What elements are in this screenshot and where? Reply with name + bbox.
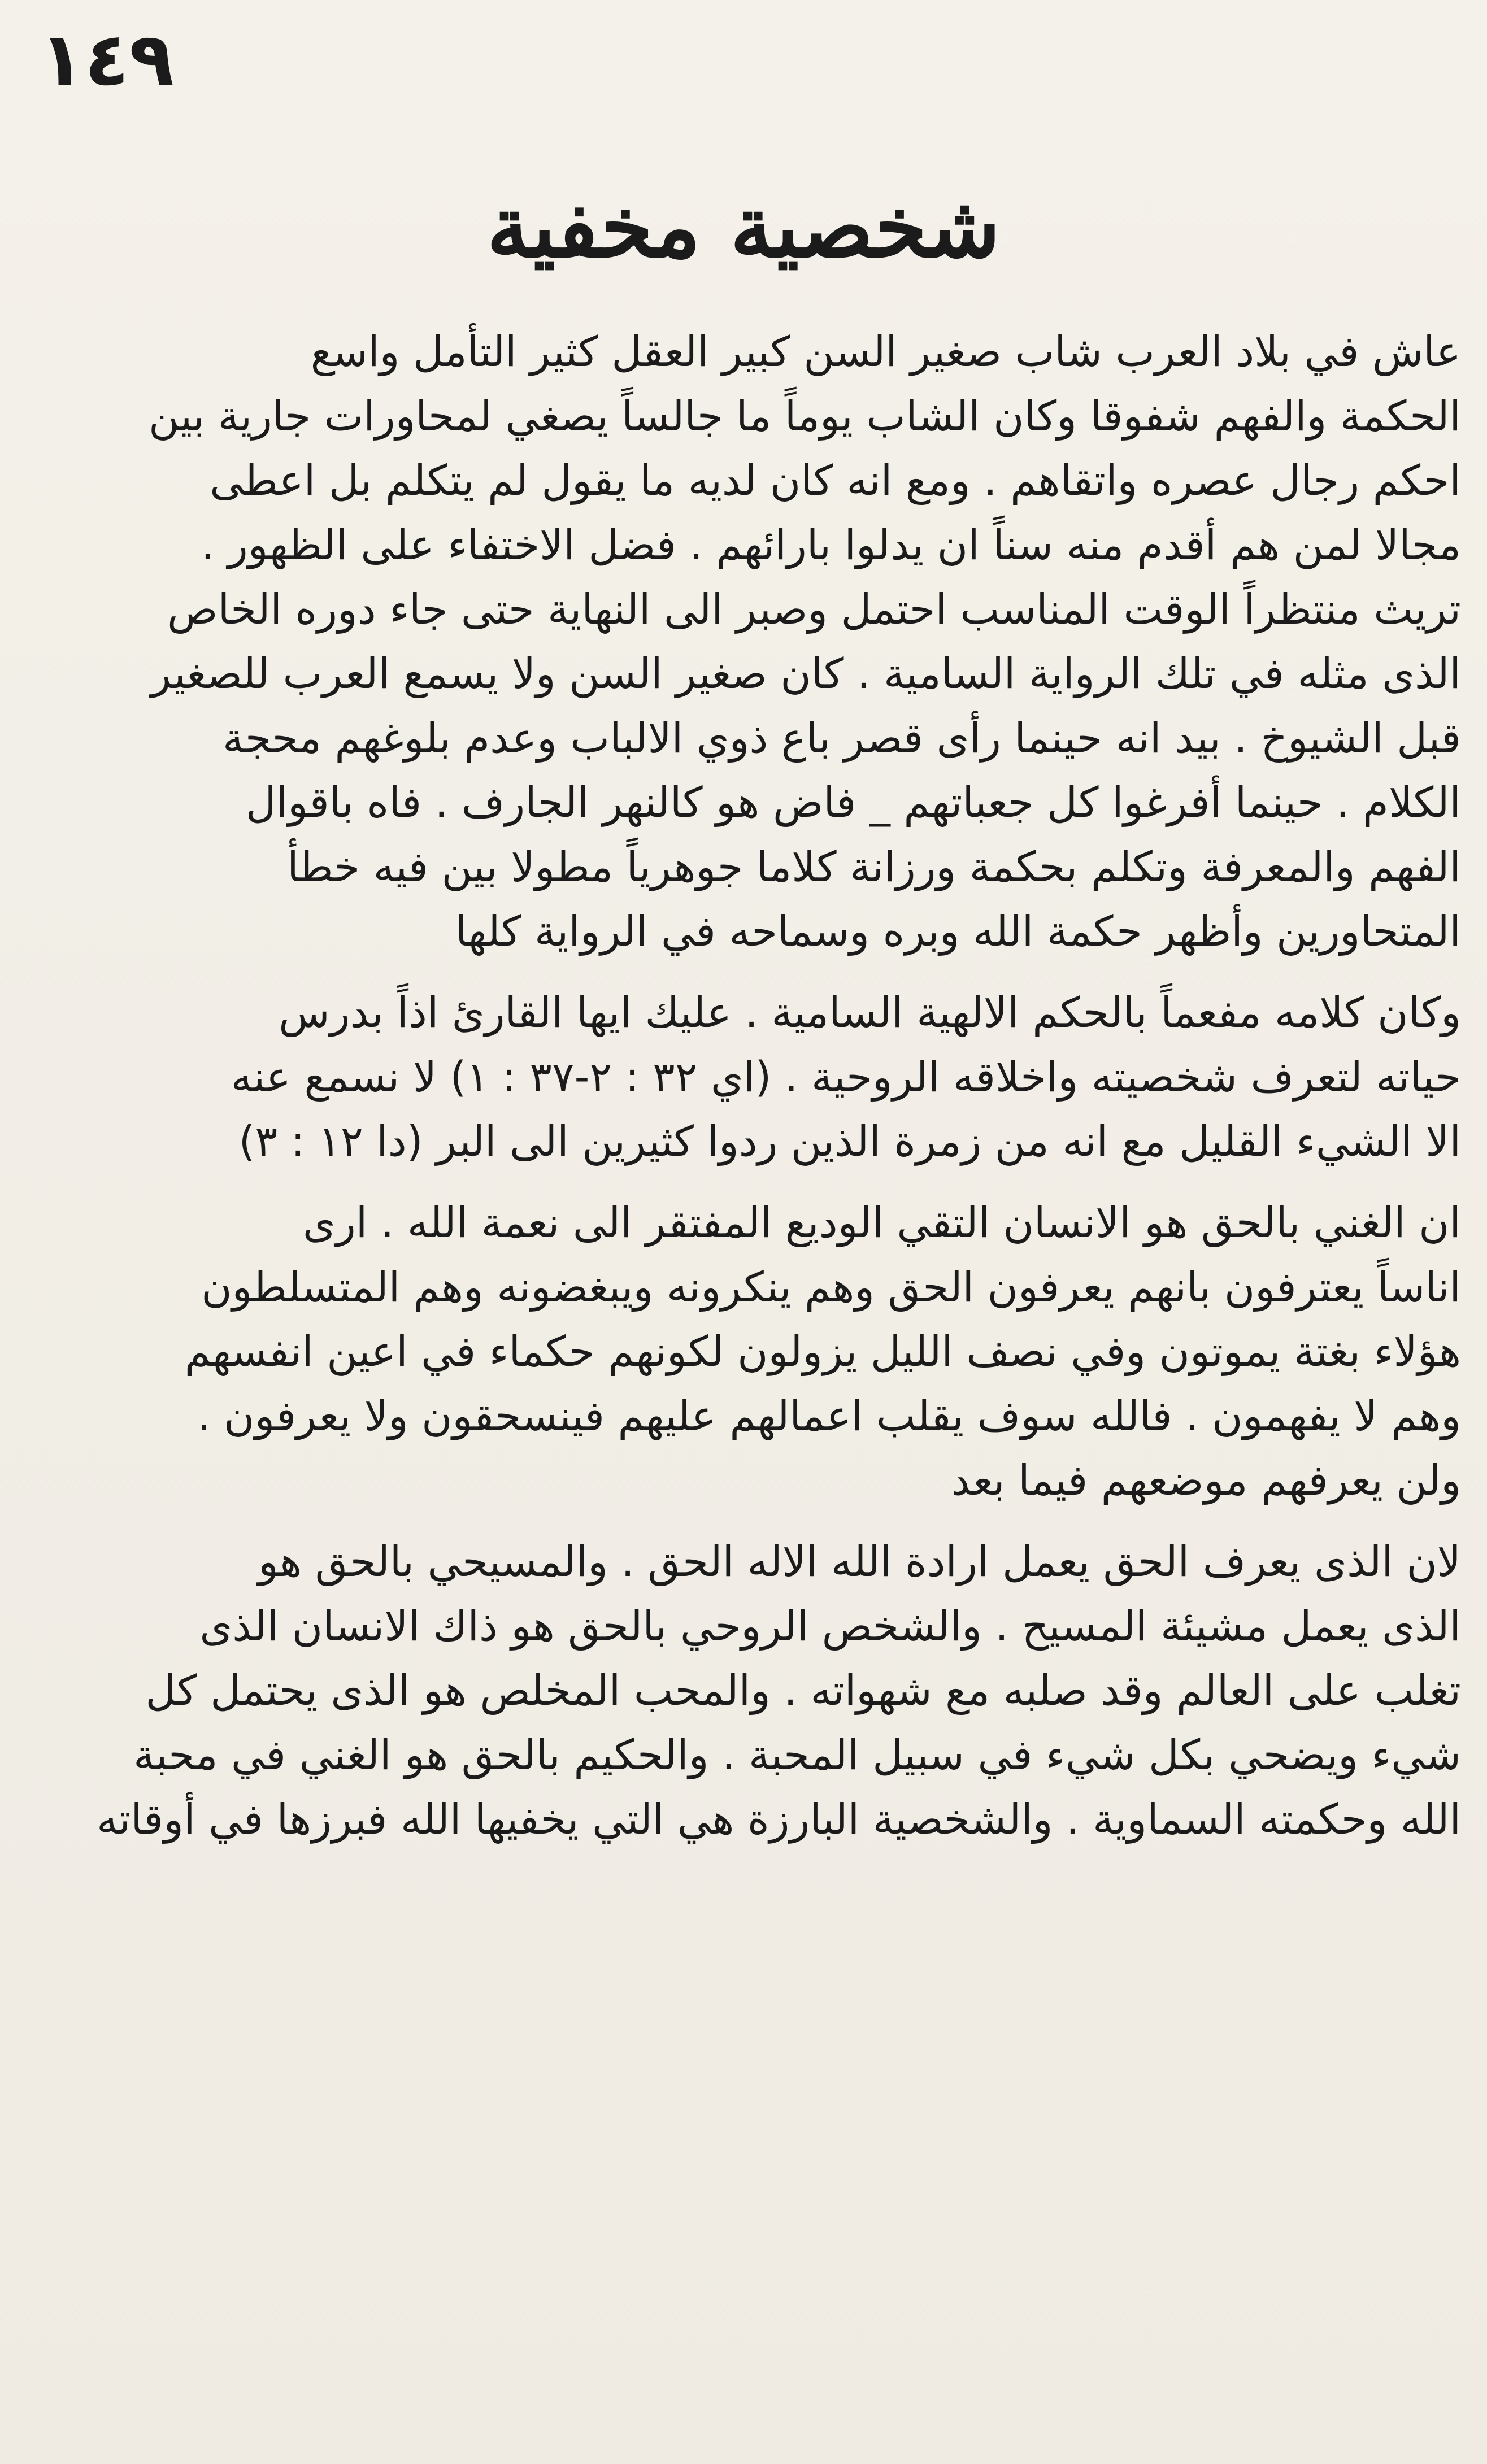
paragraph <box>26 320 1461 964</box>
text-line: الذى مثله في تلك الرواية السامية . كان صغير السن ولا يسمع العرب للصغير <box>150 650 1461 698</box>
text-line: مجالا لمن هم أقدم منه سناً ان يدلوا بارائهم . فضل الاختفاء على الظهور . <box>201 521 1461 569</box>
text-line: الذى يعمل مشيئة المسيح . والشخص الروحي بالحق هو ذاك الانسان الذى <box>199 1602 1461 1651</box>
text-line: الكلام . حينما أفرغوا كل جعباتهم _ فاض هو كالنهر الجارف . فاه باقوال <box>245 778 1461 827</box>
text-line: اناساً يعترفون بانهم يعرفون الحق وهم ينكرونه ويبغضونه وهم المتسلطون <box>201 1263 1461 1312</box>
text-line: هؤلاء بغتة يموتون وفي نصف الليل يزولون لكونهم حكماء في اعين انفسهم <box>184 1327 1461 1376</box>
paragraph-gap <box>26 964 1461 981</box>
text-line: قبل الشيوخ . بيد انه حينما رأى قصر باع ذوي الالباب وعدم بلوغهم محجة <box>223 714 1461 763</box>
text-line: عاش في بلاد العرب شاب صغير السن كبير العقل كثير التأمل واسع <box>310 328 1461 376</box>
text-line: لان الذى يعرف الحق يعمل ارادة الله الاله الحق . والمسيحي بالحق هو <box>258 1538 1461 1586</box>
text-line: حياته لتعرف شخصيته واخلاقه الروحية . (اي ٣٢ : ٢-٣٧ : ١) لا نسمع عنه <box>231 1053 1461 1102</box>
paragraph-gap <box>26 1174 1461 1191</box>
paragraph <box>26 981 1461 1174</box>
text-line: احكم رجال عصره واتقاهم . ومع انه كان لديه ما يقول لم يتكلم بل اعطى <box>210 456 1461 505</box>
page-number: ١٤٩ <box>40 16 175 102</box>
page-title: شخصية مخفية <box>486 177 1001 277</box>
text-line: شيء ويضحي بكل شيء في سبيل المحبة . والحكيم بالحق هو الغني في محبة <box>133 1731 1461 1779</box>
text-line: الله وحكمته السماوية . والشخصية البارزة هي التي يخفيها الله فبرزها في أوقاته <box>97 1795 1461 1844</box>
text-line: وكان كلامه مفعماً بالحكم الالهية السامية . عليك ايها القارئ اذاً بدرس <box>279 989 1461 1037</box>
text-line: تغلب على العالم وقد صلبه مع شهواته . والمحب المخلص هو الذى يحتمل كل <box>145 1666 1461 1715</box>
text-line: الفهم والمعرفة وتكلم بحكمة ورزانة كلاما جوهرياً مطولا بين فيه خطأ <box>287 843 1461 891</box>
text-line: المتحاورين وأظهر حكمة الله وبره وسماحه في الرواية كلها <box>455 907 1461 956</box>
text-line: الا الشيء القليل مع انه من زمرة الذين ردوا كثيرين الى البر (دا ١٢ : ٣) <box>238 1117 1461 1166</box>
text-line: ولن يعرفهم موضعهم فيما بعد <box>951 1456 1461 1505</box>
paragraph <box>26 1191 1461 1513</box>
text-line: تريث منتظراً الوقت المناسب احتمل وصبر الى النهاية حتى جاء دوره الخاص <box>167 585 1461 634</box>
text-line: الحكمة والفهم شفوقا وكان الشاب يوماً ما جالساً يصغي لمحاورات جارية بين <box>149 392 1461 441</box>
paragraph <box>26 1530 1461 1852</box>
text-line: ان الغني بالحق هو الانسان التقي الوديع المفتقر الى نعمة الله . ارى <box>303 1199 1461 1247</box>
paragraph-gap <box>26 1513 1461 1530</box>
text-line: وهم لا يفهمون . فالله سوف يقلب اعمالهم عليهم فينسحقون ولا يعرفون . <box>197 1392 1461 1440</box>
body-text <box>26 320 1461 1852</box>
